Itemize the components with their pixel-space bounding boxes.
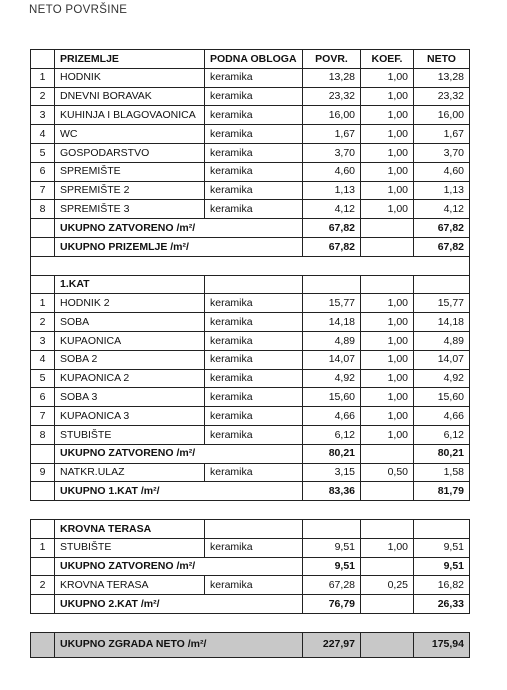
empty-cell xyxy=(31,482,55,501)
spacer-cell xyxy=(205,501,303,520)
table-row xyxy=(31,87,470,106)
summary-row-closed xyxy=(31,444,470,463)
empty-cell xyxy=(31,519,55,538)
empty-cell xyxy=(31,275,55,294)
row-number: 3 xyxy=(31,106,55,125)
summary-net: 81,79 xyxy=(414,482,470,501)
summary-area: 80,21 xyxy=(303,444,361,463)
table-row xyxy=(31,68,470,87)
room-name: STUBIŠTE xyxy=(55,538,205,557)
area-value: 4,60 xyxy=(303,162,361,181)
net-value: 4,60 xyxy=(414,162,470,181)
spacer-row xyxy=(31,256,470,275)
empty-cell xyxy=(303,519,361,538)
summary-net: 67,82 xyxy=(414,237,470,256)
coef-value: 1,00 xyxy=(361,313,414,332)
net-value: 16,00 xyxy=(414,106,470,125)
floor-type: keramika xyxy=(205,181,303,200)
coef-value: 1,00 xyxy=(361,331,414,350)
floor-type: keramika xyxy=(205,538,303,557)
coef-value: 1,00 xyxy=(361,538,414,557)
net-value: 23,32 xyxy=(414,87,470,106)
coef-value: 1,00 xyxy=(361,388,414,407)
table-row xyxy=(31,425,470,444)
row-number: 7 xyxy=(31,407,55,426)
table-header-row xyxy=(31,50,470,69)
row-number: 4 xyxy=(31,350,55,369)
net-value: 15,60 xyxy=(414,388,470,407)
coef-value: 0,50 xyxy=(361,463,414,482)
table-row xyxy=(31,181,470,200)
spacer-cell xyxy=(303,256,361,275)
header-floor-type: PODNA OBLOGA xyxy=(205,50,303,69)
empty-cell xyxy=(361,632,414,657)
floor-type: keramika xyxy=(205,294,303,313)
grand-total-area: 227,97 xyxy=(303,632,361,657)
net-value: 4,66 xyxy=(414,407,470,426)
area-value: 4,66 xyxy=(303,407,361,426)
section-row-roof-terrace xyxy=(31,519,470,538)
empty-cell xyxy=(31,219,55,238)
summary-label: UKUPNO ZATVORENO /m²/ xyxy=(55,219,303,238)
spacer-cell xyxy=(303,501,361,520)
floor-type: keramika xyxy=(205,369,303,388)
floor-type: keramika xyxy=(205,313,303,332)
area-value: 67,28 xyxy=(303,576,361,595)
coef-value: 1,00 xyxy=(361,181,414,200)
row-number: 3 xyxy=(31,331,55,350)
room-name: NATKR.ULAZ xyxy=(55,463,205,482)
grand-total-row xyxy=(31,632,470,657)
summary-label: UKUPNO 2.KAT /m²/ xyxy=(55,595,303,614)
area-value: 3,15 xyxy=(303,463,361,482)
area-value: 23,32 xyxy=(303,87,361,106)
empty-cell xyxy=(361,482,414,501)
net-value: 1,13 xyxy=(414,181,470,200)
empty-cell xyxy=(31,595,55,614)
grand-total-label: UKUPNO ZGRADA NETO /m²/ xyxy=(55,632,303,657)
area-value: 4,89 xyxy=(303,331,361,350)
net-value: 14,07 xyxy=(414,350,470,369)
summary-row-total xyxy=(31,482,470,501)
summary-row-total xyxy=(31,237,470,256)
room-name: HODNIK 2 xyxy=(55,294,205,313)
table-body xyxy=(31,50,470,658)
summary-net: 67,82 xyxy=(414,219,470,238)
room-name: SOBA 2 xyxy=(55,350,205,369)
summary-row-total xyxy=(31,595,470,614)
row-number: 1 xyxy=(31,294,55,313)
summary-row-closed xyxy=(31,219,470,238)
coef-value: 1,00 xyxy=(361,407,414,426)
spacer-cell xyxy=(31,613,55,632)
table-row xyxy=(31,106,470,125)
row-number: 6 xyxy=(31,162,55,181)
room-name: GOSPODARSTVO xyxy=(55,143,205,162)
empty-cell xyxy=(31,444,55,463)
floor-type: keramika xyxy=(205,331,303,350)
empty-cell xyxy=(31,557,55,576)
summary-area: 67,82 xyxy=(303,219,361,238)
summary-net: 9,51 xyxy=(414,557,470,576)
summary-label: UKUPNO ZATVORENO /m²/ xyxy=(55,444,303,463)
table-row xyxy=(31,143,470,162)
summary-label: UKUPNO ZATVORENO /m²/ xyxy=(55,557,303,576)
empty-cell xyxy=(361,519,414,538)
area-value: 13,28 xyxy=(303,68,361,87)
table-row xyxy=(31,369,470,388)
room-name: SOBA 3 xyxy=(55,388,205,407)
area-value: 9,51 xyxy=(303,538,361,557)
net-value: 9,51 xyxy=(414,538,470,557)
table-row xyxy=(31,538,470,557)
header-coef: KOEF. xyxy=(361,50,414,69)
net-value: 16,82 xyxy=(414,576,470,595)
table-row xyxy=(31,576,470,595)
area-value: 15,77 xyxy=(303,294,361,313)
spacer-cell xyxy=(31,501,55,520)
coef-value: 0,25 xyxy=(361,576,414,595)
net-value: 6,12 xyxy=(414,425,470,444)
table-row xyxy=(31,125,470,144)
header-area: POVR. xyxy=(303,50,361,69)
row-number: 2 xyxy=(31,87,55,106)
coef-value: 1,00 xyxy=(361,294,414,313)
floor-type: keramika xyxy=(205,200,303,219)
net-value: 3,70 xyxy=(414,143,470,162)
net-value: 4,89 xyxy=(414,331,470,350)
table-row xyxy=(31,407,470,426)
empty-cell xyxy=(361,275,414,294)
empty-cell xyxy=(361,595,414,614)
empty-cell xyxy=(31,237,55,256)
coef-value: 1,00 xyxy=(361,425,414,444)
area-value: 3,70 xyxy=(303,143,361,162)
empty-cell xyxy=(414,275,470,294)
floor-type: keramika xyxy=(205,388,303,407)
spacer-row xyxy=(31,501,470,520)
area-value: 4,92 xyxy=(303,369,361,388)
table-row xyxy=(31,388,470,407)
empty-cell xyxy=(205,519,303,538)
summary-area: 76,79 xyxy=(303,595,361,614)
empty-cell xyxy=(361,444,414,463)
room-name: KUPAONICA xyxy=(55,331,205,350)
header-number-cell xyxy=(31,50,55,69)
spacer-cell xyxy=(361,613,414,632)
row-number: 1 xyxy=(31,68,55,87)
row-number: 9 xyxy=(31,463,55,482)
table-row xyxy=(31,350,470,369)
spacer-cell xyxy=(303,613,361,632)
area-value: 4,12 xyxy=(303,200,361,219)
net-value: 14,18 xyxy=(414,313,470,332)
summary-row-closed xyxy=(31,557,470,576)
grand-total-net: 175,94 xyxy=(414,632,470,657)
room-name: SPREMIŠTE 2 xyxy=(55,181,205,200)
summary-area: 9,51 xyxy=(303,557,361,576)
area-value: 14,18 xyxy=(303,313,361,332)
floor-type: keramika xyxy=(205,162,303,181)
room-name: KROVNA TERASA xyxy=(55,576,205,595)
net-value: 13,28 xyxy=(414,68,470,87)
area-value: 15,60 xyxy=(303,388,361,407)
spacer-cell xyxy=(205,256,303,275)
header-section: PRIZEMLJE xyxy=(55,50,205,69)
empty-cell xyxy=(205,275,303,294)
coef-value: 1,00 xyxy=(361,87,414,106)
row-number: 8 xyxy=(31,425,55,444)
net-value: 15,77 xyxy=(414,294,470,313)
row-number: 2 xyxy=(31,576,55,595)
floor-type: keramika xyxy=(205,350,303,369)
floor-type: keramika xyxy=(205,425,303,444)
floor-type: keramika xyxy=(205,407,303,426)
coef-value: 1,00 xyxy=(361,143,414,162)
spacer-cell xyxy=(361,501,414,520)
table-row xyxy=(31,331,470,350)
spacer-cell xyxy=(31,256,55,275)
row-number: 5 xyxy=(31,369,55,388)
table-row xyxy=(31,463,470,482)
empty-cell xyxy=(303,275,361,294)
net-area-table xyxy=(30,49,470,658)
table-row xyxy=(31,313,470,332)
section-title: KROVNA TERASA xyxy=(55,519,205,538)
row-number: 1 xyxy=(31,538,55,557)
net-value: 1,67 xyxy=(414,125,470,144)
floor-type: keramika xyxy=(205,125,303,144)
room-name: SOBA xyxy=(55,313,205,332)
floor-type: keramika xyxy=(205,87,303,106)
spacer-cell xyxy=(414,256,470,275)
row-number: 6 xyxy=(31,388,55,407)
room-name: STUBIŠTE xyxy=(55,425,205,444)
section-title: 1.KAT xyxy=(55,275,205,294)
coef-value: 1,00 xyxy=(361,125,414,144)
row-number: 7 xyxy=(31,181,55,200)
spacer-cell xyxy=(414,613,470,632)
page-title: NETO POVRŠINE xyxy=(29,4,128,16)
coef-value: 1,00 xyxy=(361,162,414,181)
floor-type: keramika xyxy=(205,68,303,87)
empty-cell xyxy=(414,519,470,538)
net-value: 4,92 xyxy=(414,369,470,388)
area-value: 16,00 xyxy=(303,106,361,125)
room-name: SPREMIŠTE 3 xyxy=(55,200,205,219)
empty-cell xyxy=(361,237,414,256)
area-value: 1,13 xyxy=(303,181,361,200)
spacer-cell xyxy=(55,501,205,520)
net-value: 4,12 xyxy=(414,200,470,219)
room-name: WC xyxy=(55,125,205,144)
spacer-cell xyxy=(55,613,205,632)
spacer-row xyxy=(31,613,470,632)
area-value: 1,67 xyxy=(303,125,361,144)
table-row xyxy=(31,200,470,219)
row-number: 5 xyxy=(31,143,55,162)
room-name: KUHINJA I BLAGOVAONICA xyxy=(55,106,205,125)
header-net: NETO xyxy=(414,50,470,69)
spacer-cell xyxy=(414,501,470,520)
room-name: KUPAONICA 3 xyxy=(55,407,205,426)
empty-cell xyxy=(361,557,414,576)
coef-value: 1,00 xyxy=(361,350,414,369)
coef-value: 1,00 xyxy=(361,369,414,388)
summary-net: 80,21 xyxy=(414,444,470,463)
room-name: SPREMIŠTE xyxy=(55,162,205,181)
floor-type: keramika xyxy=(205,576,303,595)
summary-label: UKUPNO 1.KAT /m²/ xyxy=(55,482,303,501)
spacer-cell xyxy=(205,613,303,632)
section-row-first-floor xyxy=(31,275,470,294)
coef-value: 1,00 xyxy=(361,200,414,219)
summary-label: UKUPNO PRIZEMLJE /m²/ xyxy=(55,237,303,256)
floor-type: keramika xyxy=(205,106,303,125)
coef-value: 1,00 xyxy=(361,106,414,125)
room-name: HODNIK xyxy=(55,68,205,87)
table-row xyxy=(31,294,470,313)
spacer-cell xyxy=(361,256,414,275)
net-value: 1,58 xyxy=(414,463,470,482)
row-number: 8 xyxy=(31,200,55,219)
area-value: 6,12 xyxy=(303,425,361,444)
empty-cell xyxy=(31,632,55,657)
coef-value: 1,00 xyxy=(361,68,414,87)
empty-cell xyxy=(361,219,414,238)
summary-area: 67,82 xyxy=(303,237,361,256)
floor-type: keramika xyxy=(205,463,303,482)
area-value: 14,07 xyxy=(303,350,361,369)
row-number: 2 xyxy=(31,313,55,332)
row-number: 4 xyxy=(31,125,55,144)
spacer-cell xyxy=(55,256,205,275)
room-name: DNEVNI BORAVAK xyxy=(55,87,205,106)
floor-type: keramika xyxy=(205,143,303,162)
table-row xyxy=(31,162,470,181)
summary-area: 83,36 xyxy=(303,482,361,501)
summary-net: 26,33 xyxy=(414,595,470,614)
room-name: KUPAONICA 2 xyxy=(55,369,205,388)
